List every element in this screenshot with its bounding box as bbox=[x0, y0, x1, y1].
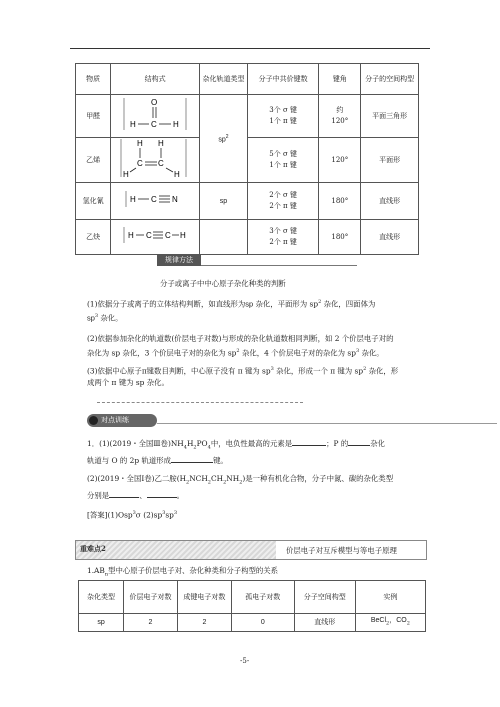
practice-tag: 对点训练 bbox=[87, 414, 157, 427]
question-1-cont: 轨道与 O 的 2p 轨道形成 键。 bbox=[87, 456, 228, 465]
sigma-bonds: 3个 σ 键 bbox=[269, 106, 297, 114]
col-header-lone-pairs: 孤电子对数 bbox=[231, 581, 294, 614]
svg-text:C: C bbox=[158, 159, 164, 168]
bullet-icon bbox=[89, 416, 98, 425]
section-divider bbox=[97, 402, 303, 403]
col-header-structure: 结构式 bbox=[111, 64, 200, 95]
svg-text:C: C bbox=[165, 231, 171, 240]
col-header-valence-pairs: 价层电子对数 bbox=[124, 581, 178, 614]
hybrid-sp2-cell bbox=[200, 95, 248, 183]
structure-ethylene bbox=[111, 138, 200, 183]
rule-paragraph-1: (1)依据分子或离子的立体结构判断，如直线形为sp 杂化，平面形为 $sp^2$ 杂化，四面体为 $sp^3$ 杂化。 bbox=[87, 299, 376, 323]
structure-acetylene bbox=[111, 220, 200, 255]
structure-hcn bbox=[111, 183, 200, 220]
banner-underline bbox=[157, 423, 497, 424]
svg-text:H: H bbox=[180, 231, 186, 240]
table-row bbox=[76, 183, 419, 220]
col-header-molecular-shape: 分子空间构型 bbox=[294, 581, 355, 614]
angle-cell: 180° bbox=[319, 183, 361, 220]
svg-text:C: C bbox=[146, 231, 152, 240]
question-2: (2)(2019・全国Ⅰ卷)乙二胺$(H_2NCH_2CH_2NH_2)$是一种有机化合物，分子中氮、碳的杂化类型 bbox=[87, 474, 394, 486]
col-header-examples: 实例 bbox=[355, 581, 425, 614]
answer-blank[interactable] bbox=[171, 454, 213, 463]
examples-cell: BeCl$_2$，$CO_2$ bbox=[355, 614, 425, 632]
svg-text:H: H bbox=[137, 139, 143, 148]
col-header-bond-count: 分子中共价键数 bbox=[247, 64, 319, 95]
shape-cell: 平面形 bbox=[361, 138, 419, 183]
sigma-bonds: 3个 σ 键 bbox=[269, 227, 297, 235]
angle-cell: 180° bbox=[319, 220, 361, 255]
angle-cell: 120° bbox=[319, 138, 361, 183]
heavy-point-tag: 重难点2 bbox=[80, 544, 106, 553]
rule-paragraph-3: (3)依据中心原子π键数目判断，中心原子没有 π 键为 $sp^3$ 杂化，形成一个 π 键为 $sp^2$ 杂化，形成两个 π 键为 sp 杂化。 bbox=[87, 366, 399, 388]
bond-count-cell bbox=[247, 138, 319, 183]
col-header-bonding-pairs: 成键电子对数 bbox=[177, 581, 231, 614]
heavy-point-box bbox=[75, 540, 427, 560]
table-row bbox=[79, 614, 426, 632]
page-number: -5- bbox=[240, 657, 250, 665]
hybrid-sp2-base: sp bbox=[218, 136, 226, 144]
heavy-point-pattern bbox=[76, 541, 276, 559]
col-header-hybrid-type: 杂化类型 bbox=[79, 581, 124, 614]
bond-count-cell bbox=[247, 183, 319, 220]
shape-cell: 直线形 bbox=[361, 220, 419, 255]
substance-cell: 氢化氰 bbox=[76, 183, 111, 220]
table-row bbox=[76, 220, 419, 255]
question-2-cont: 分别是 、 。 bbox=[87, 491, 184, 500]
heavy-point-title: 价层电子对互斥模型与等电子原理 bbox=[286, 546, 397, 555]
pi-bonds: 1个 π 键 bbox=[269, 161, 297, 169]
col-header-shape: 分子的空间构型 bbox=[361, 64, 419, 95]
bond-count-cell bbox=[247, 220, 319, 255]
col-header-hybrid: 杂化轨道类型 bbox=[200, 64, 248, 95]
atom-h: H bbox=[173, 120, 179, 129]
svg-text:H: H bbox=[123, 170, 129, 178]
svg-text:C: C bbox=[137, 159, 143, 168]
substance-cell: 乙炔 bbox=[76, 220, 111, 255]
section-intro: $1.AB_n$型中心原子价层电子对、杂化种类和分子构型的关系 bbox=[87, 566, 279, 578]
answer-line: [答案](1)Osp$^3$σ $(2)sp^3sp^3$ bbox=[87, 510, 178, 520]
answer-blank[interactable] bbox=[147, 489, 177, 498]
answer-blank[interactable] bbox=[292, 437, 326, 446]
valence-pairs-cell: 2 bbox=[124, 614, 178, 632]
col-header-substance: 物质 bbox=[76, 64, 111, 95]
shape-cell: 直线形 bbox=[361, 183, 419, 220]
col-header-angle: 键角 bbox=[319, 64, 361, 95]
hybrid-sp-cell: sp bbox=[200, 183, 248, 220]
svg-text:C: C bbox=[151, 195, 157, 204]
rule-method-banner bbox=[157, 254, 357, 266]
shape-cell: 平面三角形 bbox=[361, 95, 419, 138]
rule-method-tag: 规律方法 bbox=[157, 254, 201, 266]
angle-prefix: 约 bbox=[336, 106, 344, 114]
question-1: 1．(1)(2019・全国Ⅲ卷)$NH_4H_2PO_4$中，电负性最高的元素是 ；P 的 杂化 bbox=[87, 439, 386, 451]
table-row bbox=[76, 95, 419, 138]
top-rule bbox=[70, 48, 430, 49]
atom-h: H bbox=[130, 120, 136, 129]
hybrid-empty-cell bbox=[200, 220, 248, 255]
lone-pairs-cell: 0 bbox=[231, 614, 294, 632]
sigma-bonds: 5个 σ 键 bbox=[269, 150, 297, 158]
hybrid-sp2-sup: 2 bbox=[225, 133, 229, 140]
hybrid-type-cell: sp bbox=[79, 614, 124, 632]
pi-bonds: 2个 π 键 bbox=[269, 202, 297, 210]
answer-blank[interactable] bbox=[109, 489, 139, 498]
svg-text:H: H bbox=[174, 170, 180, 178]
svg-text:N: N bbox=[172, 195, 178, 204]
angle-value: 120° bbox=[331, 117, 349, 125]
answer-blank[interactable] bbox=[348, 437, 370, 446]
rule-paragraph-2: (2)依据参加杂化的轨道数(价层电子对数)与形成的杂化轨道数相同判断，如 2 个价层电子对的杂化为 sp 杂化，3 个价层电子对的杂化为 $sp^2$ 杂化，4 个价层电子对的杂化为 $sp^3$ 杂化。 bbox=[87, 334, 394, 358]
bond-count-cell bbox=[247, 95, 319, 138]
bonding-pairs-cell: 2 bbox=[177, 614, 231, 632]
svg-text:H: H bbox=[158, 139, 164, 148]
pi-bonds: 2个 π 键 bbox=[269, 238, 297, 246]
hybridization-table bbox=[75, 63, 419, 255]
svg-text:H: H bbox=[128, 231, 134, 240]
banner-underline bbox=[201, 265, 357, 266]
vsepr-table bbox=[78, 580, 426, 632]
atom-o: O bbox=[151, 98, 158, 107]
table-row bbox=[76, 138, 419, 183]
pi-bonds: 1个 π 键 bbox=[269, 117, 297, 125]
substance-cell: 甲醛 bbox=[76, 95, 111, 138]
svg-text:H: H bbox=[130, 195, 136, 204]
shape-cell: 直线形 bbox=[294, 614, 355, 632]
rule-title: 分子或离子中中心原子杂化种类的判断 bbox=[160, 279, 286, 288]
structure-formaldehyde bbox=[111, 95, 200, 138]
angle-cell bbox=[319, 95, 361, 138]
sigma-bonds: 2个 σ 键 bbox=[269, 191, 297, 199]
substance-cell: 乙烯 bbox=[76, 138, 111, 183]
atom-c: C bbox=[151, 120, 157, 129]
